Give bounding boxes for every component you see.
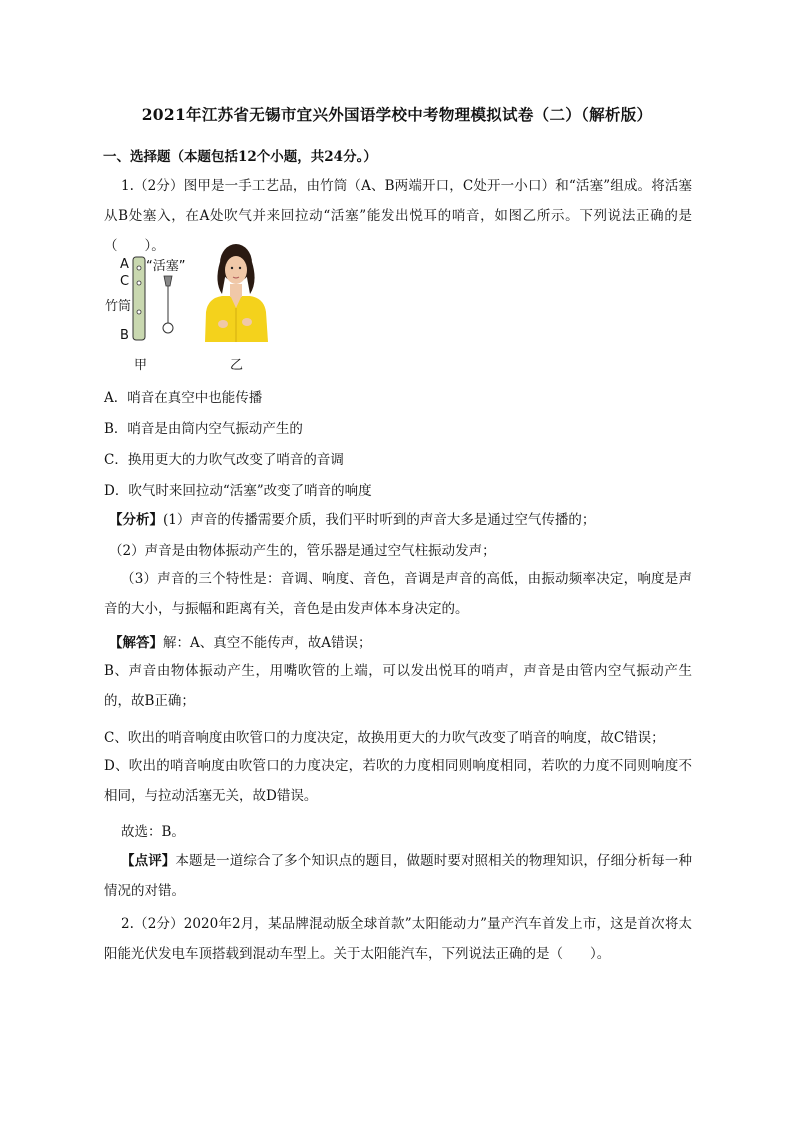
label-b: B [120, 328, 129, 343]
option-c: C．换用更大的力吹气改变了哨音的音调 [104, 452, 344, 468]
solution-point-2: B、声音由物体振动产生，用嘴吹管的上端，可以发出悦耳的哨声，声音是由管内空气振动产生的，故B正确； [104, 663, 692, 709]
analysis-point-1: (1）声音的传播需要介质，我们平时听到的声音大多是通过空气传播的； [163, 512, 596, 528]
question-1-figure [105, 232, 290, 377]
left-eye-shape [231, 267, 233, 269]
solution-point-1: 解：A、真空不能传声，故A错误； [163, 635, 372, 651]
right-eye-shape [239, 267, 241, 269]
label-a: A [120, 257, 129, 272]
neck-skin-shape [230, 284, 242, 297]
caption-right: 乙 [230, 358, 244, 373]
tube-hole-c [137, 281, 141, 285]
tube-hole-b [137, 310, 141, 314]
option-a: A．哨音在真空中也能传播 [104, 390, 263, 406]
piston-head-shape [164, 276, 172, 286]
analysis-tag: 【分析】 [109, 512, 163, 528]
solution-point-3: C、吹出的哨音响度由吹管口的力度决定，故换用更大的力吹气改变了哨音的响度，故C错误； [104, 730, 665, 746]
comment-text: 本题是一道综合了多个知识点的题目，做题时要对照相关的物理知识，仔细分析每一种情况的对错。 [104, 853, 692, 899]
question-2-stem: 2.（2分）2020年2月，某品牌混动版全球首款”太阳能动力”量产汽车首发上市，这是首次将太阳能光伏发电车顶搭载到混动车型上。关于太阳能汽车，下列说法正确的是（ ）。 [104, 916, 692, 962]
solution-answer: 故选：B。 [121, 824, 185, 840]
option-d: D．吹气时来回拉动“活塞”改变了哨音的响度 [104, 483, 372, 499]
piston-ring-shape [163, 323, 173, 333]
comment-tag: 【点评】 [121, 853, 176, 869]
section-heading: 一、选择题（本题包括12个小题，共24分。） [103, 149, 377, 165]
label-c: C [120, 274, 130, 289]
analysis-line-1 [109, 508, 595, 528]
page-title: 2021年江苏省无锡市宜兴外国语学校中考物理模拟试卷（二）（解析版） [141, 105, 653, 124]
analysis-point-2: （2）声音是由物体振动产生的，管乐器是通过空气柱振动发声； [109, 543, 496, 559]
analysis-point-3: （3）声音的三个特性是：音调、响度、音色，音调是声音的高低，由振动频率决定，响度是声音的大小，与振幅和距离有关，音色是由发声体本身决定的。 [104, 571, 692, 617]
girl-photo [205, 244, 268, 342]
solution-tag: 【解答】 [109, 635, 163, 651]
question-1-stem: 1.（2分）图甲是一手工艺品，由竹筒（A、B两端开口，C处开一小口）和“活塞”组成。将活塞从B处塞入，在A处吹气并来回拉动“活塞”能发出悦耳的哨音，如图乙所示。下列说法正确的是（ ）。 [104, 178, 692, 254]
solution-point-4: D、吹出的哨音响度由吹管口的力度决定，若吹的力度相同则响度相同，若吹的力度不同则响度不相同，与拉动活塞无关，故D错误。 [104, 758, 692, 804]
right-hand-shape [242, 318, 252, 326]
tube-hole-a [137, 266, 141, 270]
face-shape [225, 256, 247, 284]
label-piston: “活塞” [146, 259, 186, 274]
solution-line-1 [109, 631, 372, 651]
label-tube: 竹筒 [105, 299, 132, 314]
left-hand-shape [218, 320, 228, 328]
caption-left: 甲 [134, 358, 148, 373]
option-b: B．哨音是由筒内空气振动产生的 [104, 421, 303, 437]
comment-paragraph [104, 846, 692, 906]
